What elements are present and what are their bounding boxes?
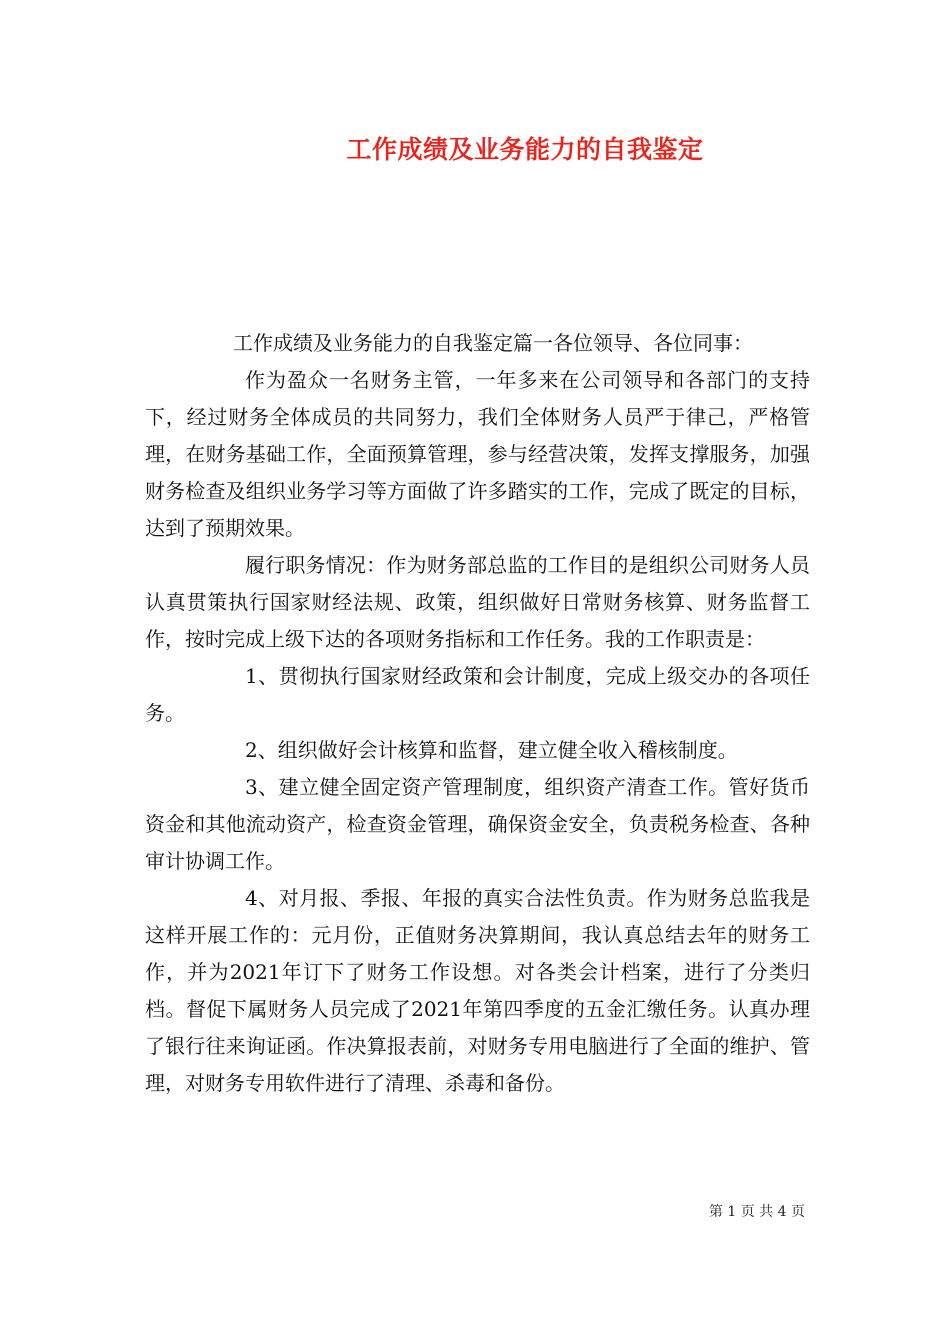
paragraph-item-1: 1、贯彻执行国家财经政策和会计制度，完成上级交办的各项任务。 (145, 664, 810, 725)
page-number-footer (709, 1202, 805, 1222)
document-title: 工作成绩及业务能力的自我鉴定 (346, 135, 704, 164)
paragraph-item-4: 4、对月报、季报、年报的真实合法性负责。作为财务总监我是这样开展工作的：元月份，正值财务决算期间，我认真总结去年的财务工作，并为2021年订下了财务工作设想。对各类会计档案，进行了分类归档。督促下属财务人员完成了2021年第四季度的五金汇缴任务。认真办理了银行往来询证函。作决算报表前，对财务专用电脑进行了全面的维护、管理，对财务专用软件进行了清理、杀毒和备份。 (145, 886, 810, 1095)
paragraph-summary: 作为盈众一名财务主管，一年多来在公司领导和各部门的支持下，经过财务全体成员的共同努力，我们全体财务人员严于律己，严格管理，在财务基础工作，全面预算管理，参与经营决策，发挥支撑服务，加强财务检查及组织业务学习等方面做了许多踏实的工作，完成了既定的目标，达到了预期效果。 (145, 368, 810, 540)
paragraph-item-3: 3、建立健全固定资产管理制度，组织资产清查工作。管好货币资金和其他流动资产，检查资金管理，确保资金安全，负责税务检查、各种审计协调工作。 (145, 775, 810, 873)
page-number-label: 第 1 页 共 4 页 (708, 1204, 805, 1220)
document-body (145, 325, 810, 1102)
paragraph-duties: 履行职务情况：作为财务部总监的工作目的是组织公司财务人员认真贯策执行国家财经法规、政策，组织做好日常财务核算、财务监督工作，按时完成上级下达的各项财务指标和工作任务。我的工作职责是： (145, 553, 810, 651)
paragraph-intro: 工作成绩及业务能力的自我鉴定篇一各位领导、各位同事： (233, 331, 753, 355)
paragraph-item-2: 2、组织做好会计核算和监督，建立健全收入稽核制度。 (245, 738, 738, 762)
